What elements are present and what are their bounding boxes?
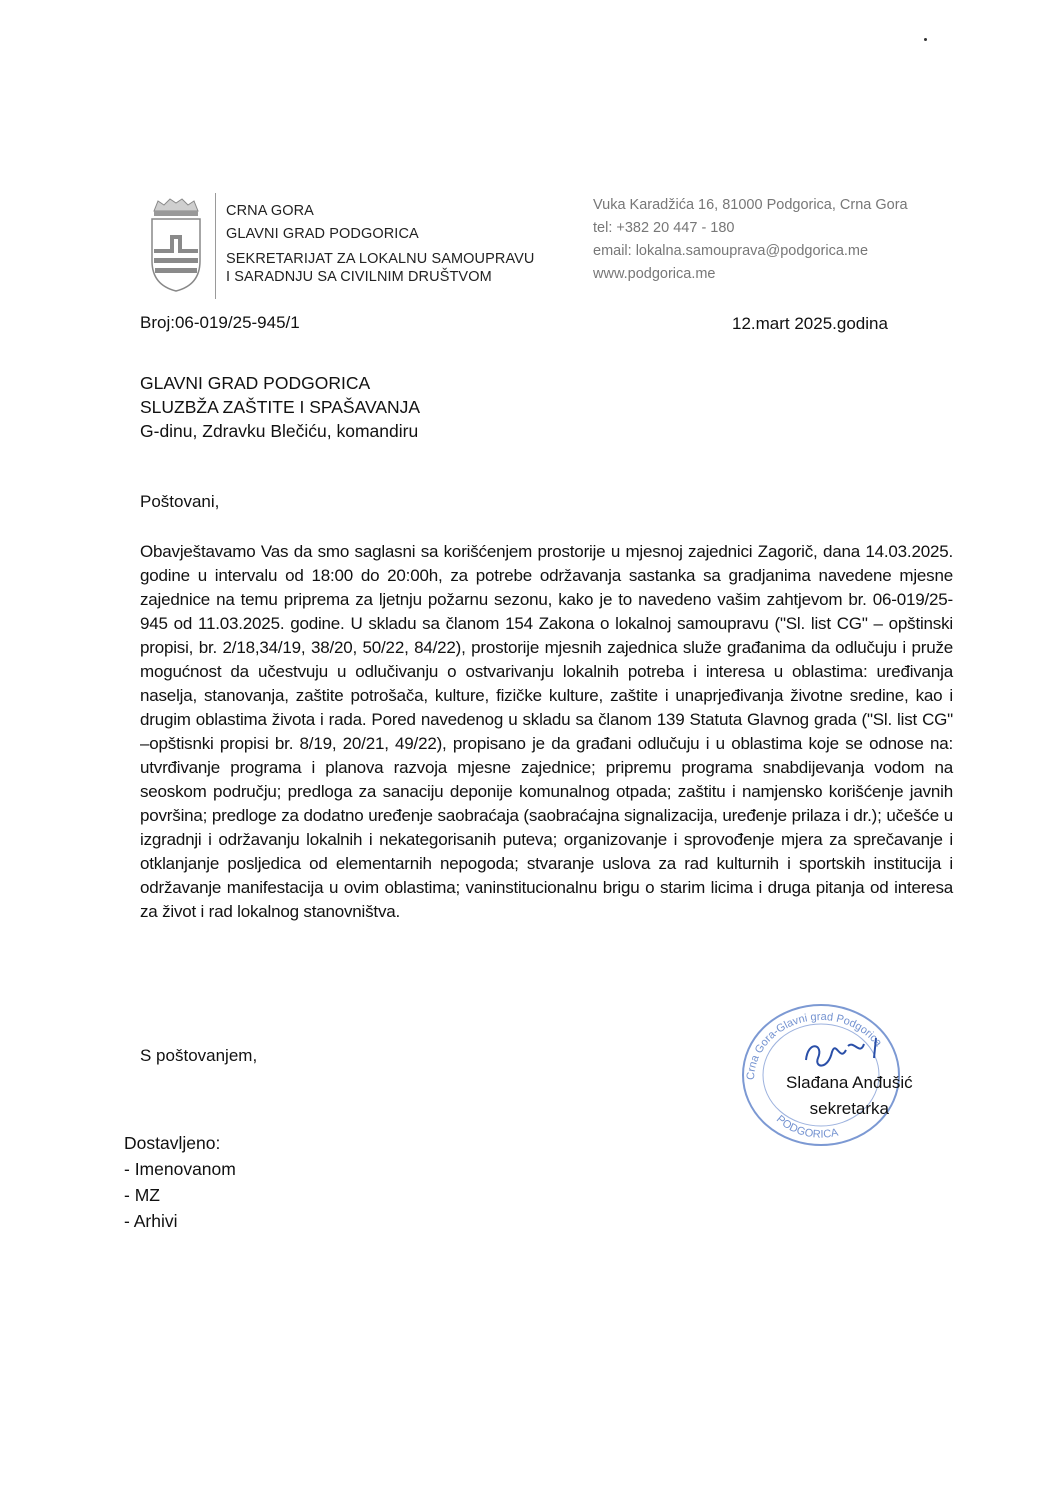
contact-address: Vuka Karadžića 16, 81000 Podgorica, Crna Gora: [593, 197, 908, 213]
signer-name: Slađana Anđušić: [786, 1073, 913, 1092]
salutation: Poštovani,: [140, 492, 220, 511]
recipient-block: [140, 371, 420, 443]
signature-block: [786, 1070, 913, 1122]
scan-speck: [924, 38, 927, 41]
distribution-item: - MZ: [124, 1185, 160, 1205]
document-date: 12.mart 2025.godina: [732, 314, 888, 333]
recipient-line-3: G-dinu, Zdravku Blečiću, komandiru: [140, 421, 419, 441]
city-coat-of-arms-icon: [148, 197, 204, 293]
distribution-item: - Imenovanom: [124, 1159, 236, 1179]
svg-text:Crna Gora-Glavni grad Podgoric: Crna Gora-Glavni grad Podgorica: [744, 1010, 885, 1081]
header-divider: [215, 193, 216, 299]
contact-tel: tel: +382 20 447 - 180: [593, 220, 735, 236]
letter-body: Obavještavamo Vas da smo saglasni sa korišćenjem prostorije u mjesnoj zajednici Zagorič, dana 14.03.2025. godine u intervalu od 18:00 do 20:00h, za potrebe održavanja sastanka sa gradjanima navedene mjesne zajednice na temu priprema za ljetnju požarnu sezonu, kako je to navedeno vašim zahtjevom br. 06-019/25-945 od 11.03.2025. godine. U skladu sa članom 154 Zakona o lokalnoj samoupravu ("Sl. list CG" – opštinski propisi, br. 2/18,34/19, 38/20, 50/22, 84/22), prostorije mjesnih zajednica služe građanima da odlučuju i pruže mogućnost da učestvuju u odlučivanju o ostvarivanju lokalnih potreba i interesa u oblastima: uređivanja naselja, stanovanja, zaštite potrošača, kulture, fizičke kulture, zaštite i unaprjeđivanja životne sredine, kao i drugim oblastima života i rada. Pored navedenog u skladu sa članom 139 Statuta Glavnog grada ("Sl. list CG" –opštisnki propisi br. 8/19, 20/21, 49/22), propisano je da građani odlučuju i u oblastima koje se odnose na: utvrđivanje programa i planova razvoja mjesne zajednice; pripremu programa snabdijevanja vodom na seoskom području; predloga za sanaciju deponije komunalnog otpada; zaštitu i namjensko korišćenje javnih površina; predloge za dodatno uređenje saobraćaja (saobraćajna signalizacija, uređenje prilaza i dr.); učešće u izgradnji i održavanju lokalnih i nekategorisanih puteva; organizovanje i sprovođenje mjera za sprečavanje i otklanjanje posljedica od elementarnih nepogoda; stvaranje uslova za rad kulturnih i sportskih institucija i održavanje manifestacija u ovim oblastima; vaninstitucionalnu brigu o starim licima i druga pitanja od interesa za život i rad lokalnog stanovništva.: [140, 542, 953, 921]
org-secretariat: SEKRETARIJAT ZA LOKALNU SAMOUPRAVU: [226, 251, 535, 267]
reference-number: Broj:06-019/25-945/1: [140, 313, 300, 332]
signer-title: sekretarka: [809, 1099, 890, 1118]
distribution-label: Dostavljeno:: [124, 1133, 221, 1153]
org-secretariat-cont: I SARADNJU SA CIVILNIM DRUŠTVOM: [226, 269, 492, 285]
org-city: GLAVNI GRAD PODGORICA: [226, 226, 419, 242]
distribution-list: [124, 1130, 236, 1234]
org-country: CRNA GORA: [226, 203, 314, 219]
recipient-line-1: GLAVNI GRAD PODGORICA: [140, 373, 371, 393]
distribution-item: - Arhivi: [124, 1211, 178, 1231]
svg-text:PODGORICA: PODGORICA: [773, 1113, 840, 1141]
recipient-line-2: SLUZBŽA ZAŠTITE I SPAŠAVANJA: [140, 397, 421, 417]
organization-block: [226, 200, 535, 286]
contact-web[interactable]: www.podgorica.me: [593, 266, 716, 282]
contact-block: [593, 194, 908, 286]
contact-email[interactable]: email: lokalna.samouprava@podgorica.me: [593, 243, 869, 259]
closing: S poštovanjem,: [140, 1046, 258, 1065]
